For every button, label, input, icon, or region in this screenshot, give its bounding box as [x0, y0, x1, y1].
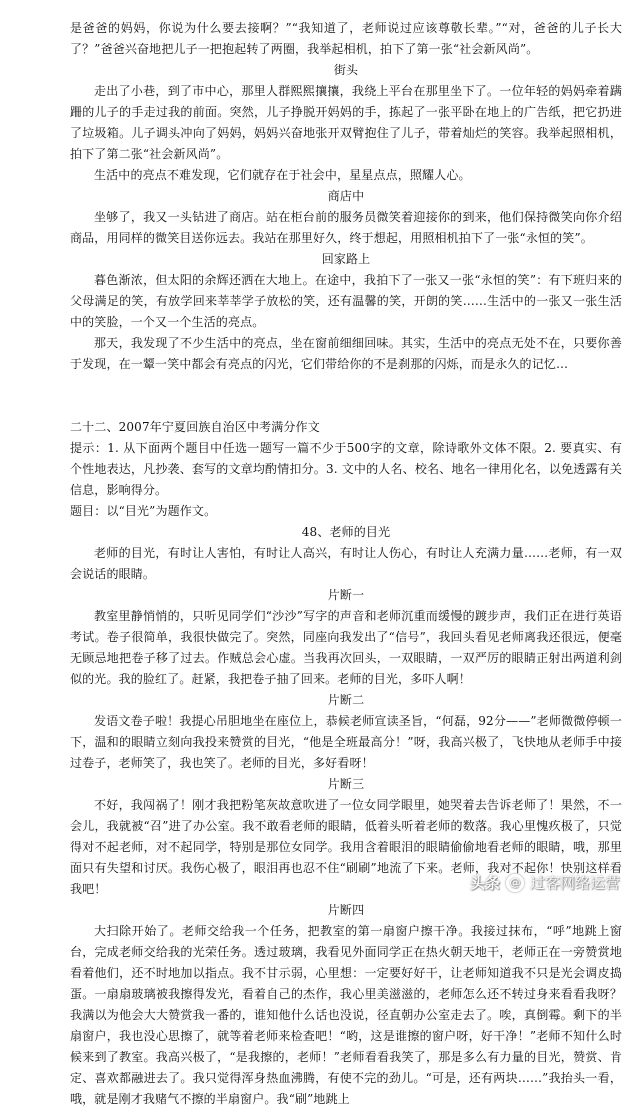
section-heading: 片断一	[327, 588, 365, 602]
section-heading: 片断四	[327, 903, 365, 917]
section-heading: 48、老师的目光	[301, 525, 391, 539]
paragraph: 坐够了，我又一头钻进了商店。站在柜台前的服务员微笑着迎接你的到来，他们保持微笑向你介绍商品，用同样的微笑目送你远去。我站在那里好久，终于想起，用照相机拍下了一张“永恒的笑”。	[70, 210, 622, 245]
blank-line	[70, 396, 622, 417]
paragraph: 大扫除开始了。老师交给我一个任务，把教室的第一扇窗户擦干净。我接过抹布，“呼”地跳上窗台，完成老师交给我的光荣任务。透过玻璃，我看见外面同学正在热火朝天地干，老师正在一旁赞赏地看着他们，还不时地加以指点。我不甘示弱，心里想：一定要好好干，让老师知道我不只是光会调皮捣蛋。一扇扇玻璃被我擦得发光，看着自己的杰作，我心里美滋滋的，老师怎么还不转过身来看看我呀？我满以为他会大大赞赏我一番的，谁知他什么话也没说，径直朝办公室走去了。唉，真倒霉。剩下的半扇窗户，我也没心思擦了，就等着老师来检查吧！“哟，这是谁擦的窗户呀，好干净！”老师不知什么时候来到了教室。我高兴极了，“是我擦的，老师！”老师看看我笑了，那是多么有力量的目光，赞赏、肯定、喜欢都融进去了。我只觉得浑身热血沸腾，有使不完的劲儿。“可是，还有两块……”我抬头一看，哦，就是刚才我赌气不擦的半扇窗户。我“刷”地跳上	[70, 924, 622, 1106]
section-heading: 回家路上	[321, 252, 371, 266]
paragraph: 生活中的亮点不难发现，它们就存在于社会中，星星点点，照耀人心。	[94, 168, 471, 182]
watermark-account: 过客网络运营	[529, 874, 620, 892]
blank-line	[70, 375, 622, 396]
toutiao-logo: 头条	[469, 874, 500, 892]
paragraph: 暮色渐浓，但太阳的余辉还洒在大地上。在途中，我拍下了一张又一张“永恒的笑”：有下班归来的父母满足的笑，有放学回来莘莘学子放松的笑，还有温馨的笑，开朗的笑……生活中的一张又一张生活中的笑脸，一个又一个生活的亮点。	[70, 273, 622, 329]
at-icon: @	[506, 874, 524, 892]
section-heading: 街头	[333, 63, 359, 77]
section-heading: 商店中	[327, 189, 365, 203]
paragraph: 是爸爸的妈妈，你说为什么要去接啊？”“我知道了，老师说过应该尊敬长辈。”“对，爸爸的儿子长大了？”爸爸兴奋地把儿子一把抱起转了两圈，我举起相机，拍下了第一张“社会新风尚”。	[70, 21, 622, 56]
document-body	[70, 18, 622, 1110]
section-heading: 片断三	[327, 777, 365, 791]
paragraph: 不好，我闯祸了！刚才我把粉笔灰故意吹进了一位女同学眼里，她哭着去告诉老师了！果然，不一会儿，我就被“召”进了办公室。我不敢看老师的眼睛，低着头听着老师的数落。我心里愧疚极了，只觉得对不起老师，对不起同学，特别是那位女同学。我用含着眼泪的眼睛偷偷地看老师的眼睛，哦，那里面只有失望和讨厌。我伤心极了，眼泪再也忍不住“刷刷”地流了下来。老师，我对不起你！快别这样看我吧！	[70, 798, 622, 896]
paragraph: 走出了小巷，到了市中心，那里人群熙熙攘攘，我绕上平台在那里坐下了。一位年轻的妈妈牵着蹒跚的儿子的手走过我的前面。突然，儿子挣脱开妈妈的手，拣起了一张平卧在地上的广告纸，把它扔进了垃圾箱。儿子调头冲向了妈妈，妈妈兴奋地张开双臂抱住了儿子，带着灿烂的笑容。我举起照相机，拍下了第二张“社会新风尚”。	[70, 84, 622, 161]
paragraph: 发语文卷子啦！我提心吊胆地坐在座位上，恭候老师宣读圣旨，“何磊，92分——”老师微微停顿一下，温和的眼睛立刻向我投来赞赏的目光，“他是全班最高分！”呀，我高兴极了，飞快地从老师手中接过卷子，老师笑了，我也笑了。老师的目光，多好看呀！	[70, 714, 622, 770]
paragraph: 二十二、2007年宁夏回族自治区中考满分作文	[70, 420, 320, 434]
paragraph: 题目：以“目光”为题作文。	[70, 504, 217, 518]
watermark	[470, 872, 620, 893]
paragraph: 老师的目光，有时让人害怕，有时让人高兴，有时让人伤心，有时让人充满力量……老师，有一双会说话的眼睛。	[70, 546, 622, 581]
section-heading: 片断二	[327, 693, 365, 707]
paragraph: 提示：1. 从下面两个题目中任选一题写一篇不少于500字的文章，除诗歌外文体不限。2. 要真实、有个性地表达，凡抄袭、套写的文章均酌情扣分。3. 文中的人名、校名、地名一律用化名，以免透露有关信息，影响得分。	[70, 441, 622, 497]
paragraph: 那天，我发现了不少生活中的亮点，坐在窗前细细回味。其实，生活中的亮点无处不在，只要你善于发现，在一颦一笑中都会有亮点的闪光，它们带给你的不是刹那的闪烁，而是永久的记忆…	[70, 336, 622, 371]
paragraph: 教室里静悄悄的，只听见同学们“沙沙”写字的声音和老师沉重而缓慢的踱步声，我们正在进行英语考试。卷子很简单，我很快做完了。突然，同座向我发出了“信号”，我回头看见老师离我还很远，便毫无顾忌地把卷子移了过去。作贼总会心虚。当我再次回头，一双眼睛，一双严厉的眼睛正射出两道利剑似的光。我的脸红了。赶紧，我把卷子抽了回来。老师的目光，多吓人啊！	[70, 609, 622, 686]
